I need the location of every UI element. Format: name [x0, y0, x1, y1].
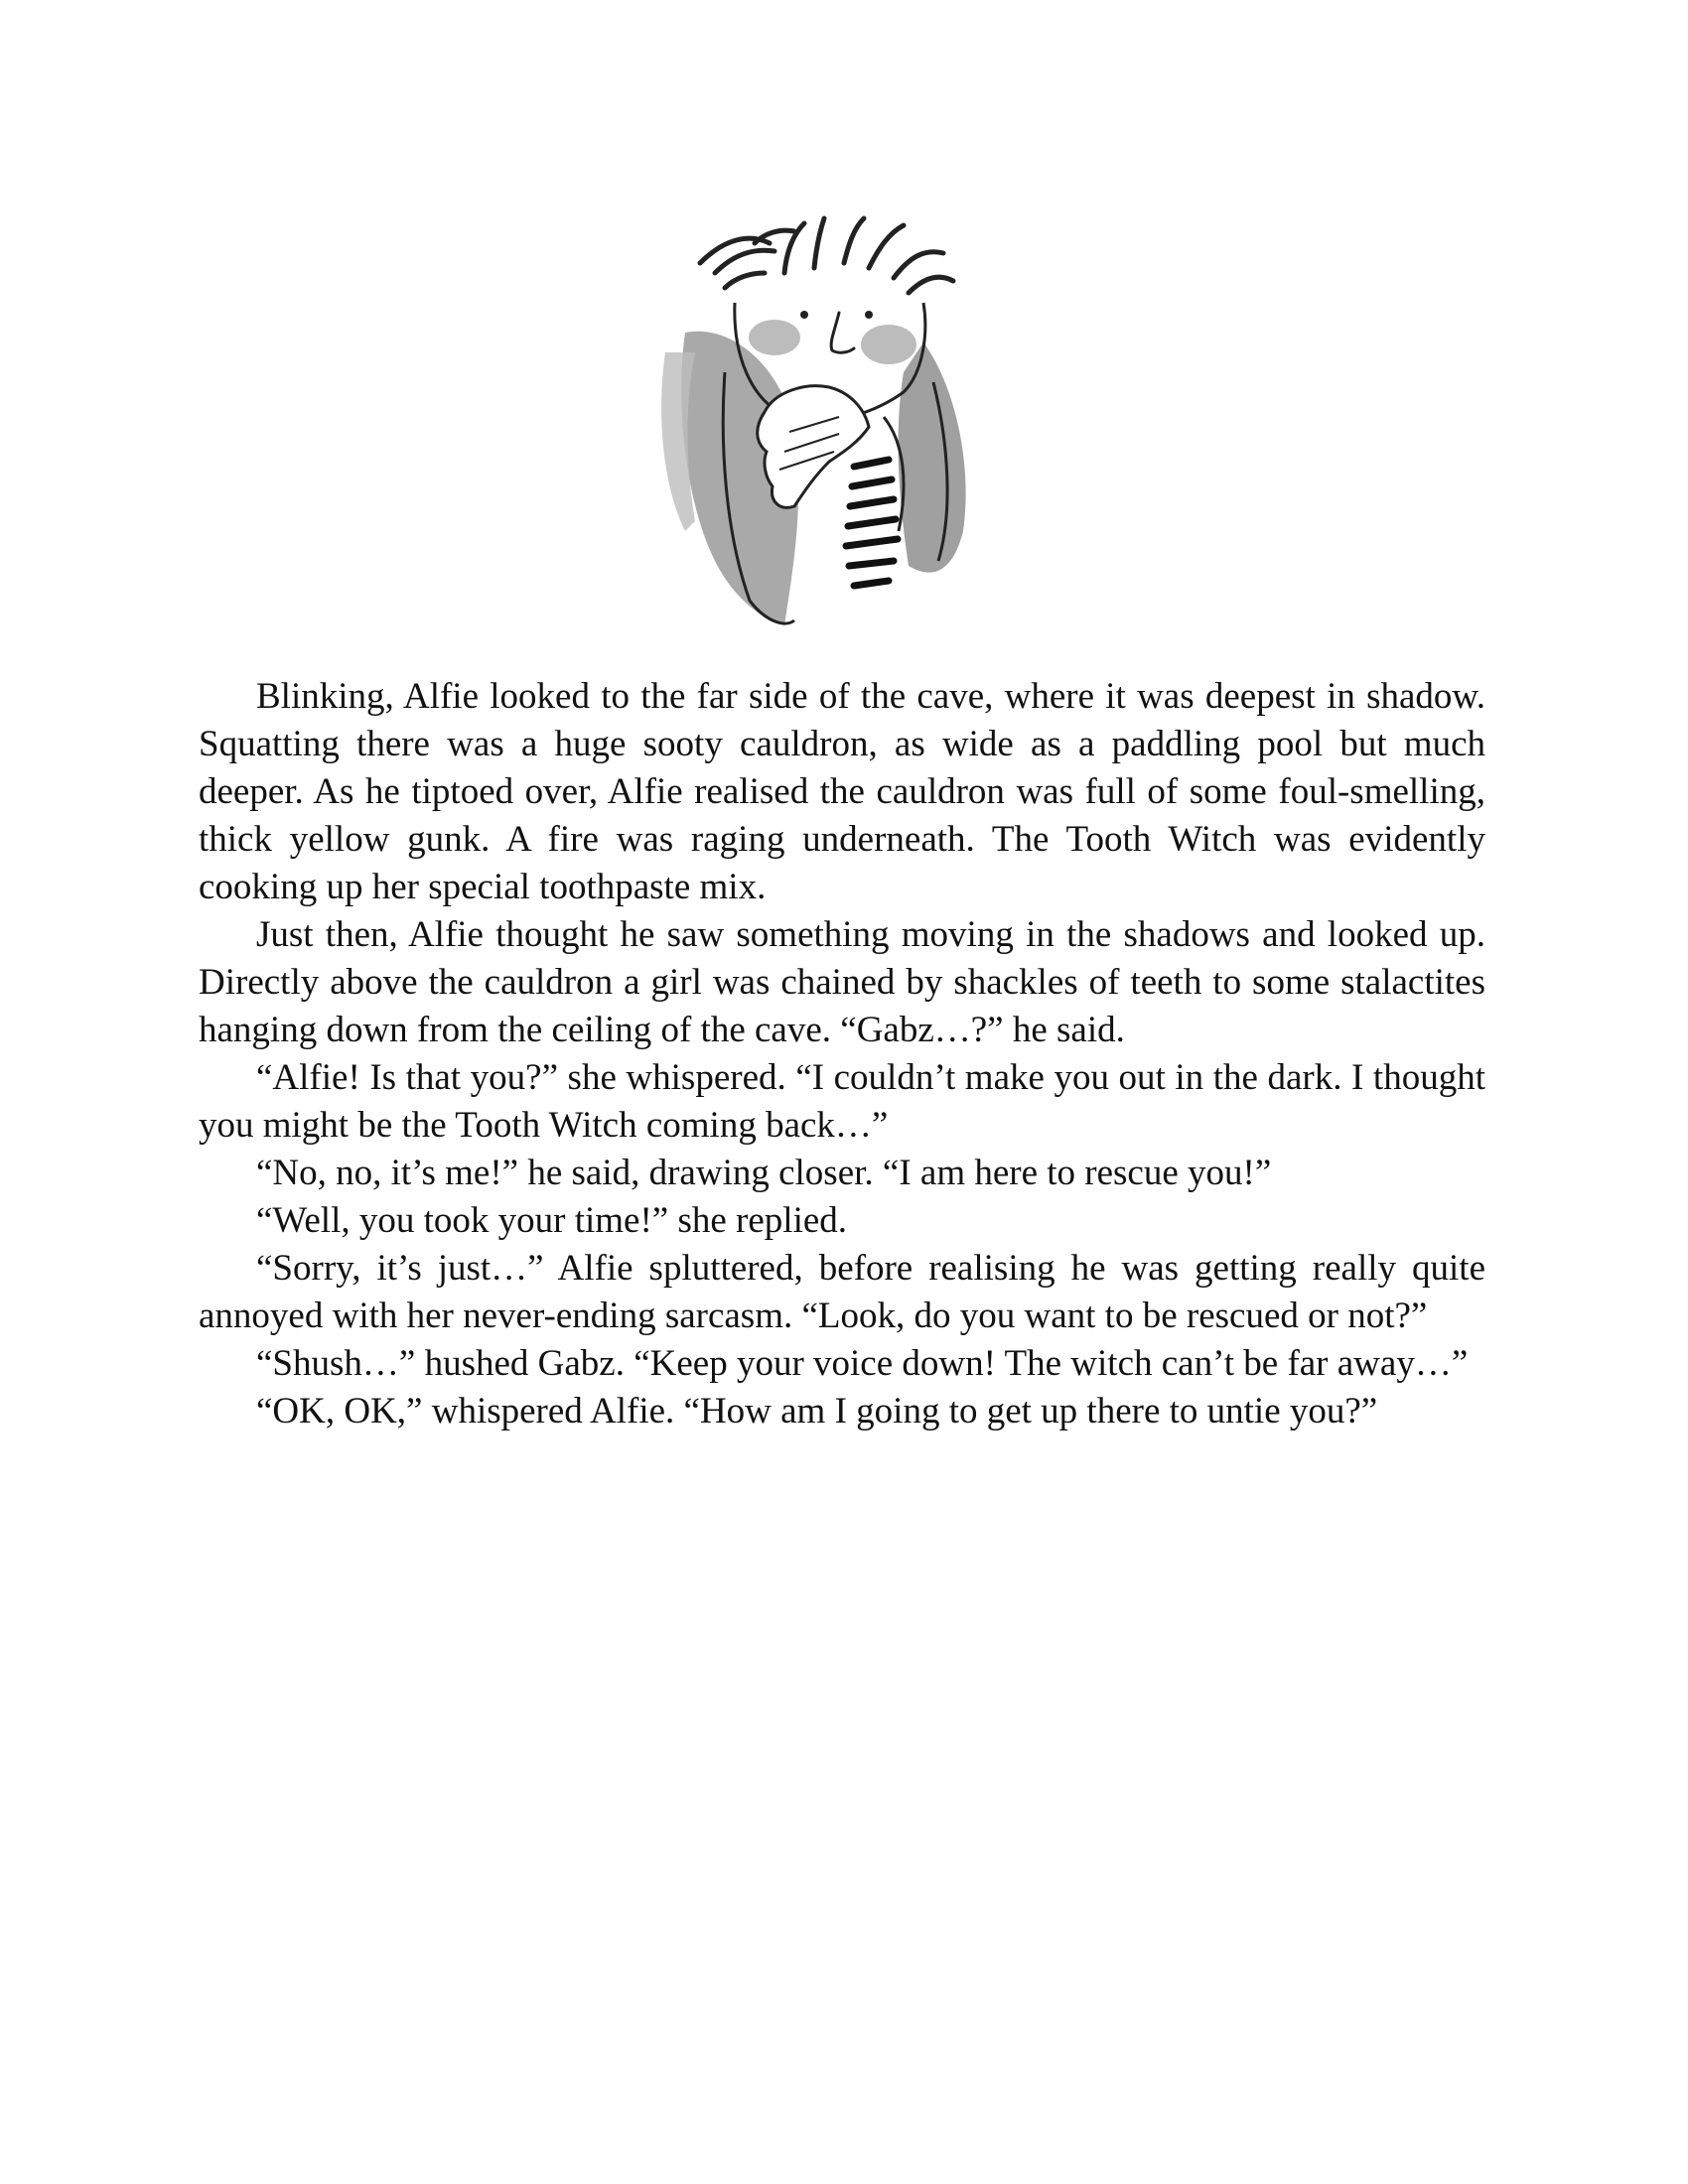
- paragraph: Blinking, Alfie looked to the far side of the cave, where it was deepest in shadow. Squatting there was a huge sooty cauldron, as wide as a paddling pool but much deeper. As he tiptoed over, Alfie realised the cauldron was full of some foul-smelling, thick yellow gunk. A fire was raging underneath. The Tooth Witch was evidently cooking up her special toothpaste mix.: [199, 676, 1485, 907]
- paragraph: “Shush…” hushed Gabz. “Keep your voice down! The witch can’t be far away…”: [256, 1343, 1469, 1384]
- paragraph: Just then, Alfie thought he saw something moving in the shadows and looked up. Directly above the cauldron a girl was chained by shackles of teeth to some stalactites hanging down from the ceiling of the cave. “Gabz…?” he said.: [199, 914, 1485, 1050]
- girl-covering-mouth-illustration: [655, 204, 1033, 630]
- paragraph: “Sorry, it’s just…” Alfie spluttered, before realising he was getting really quite annoyed with her never-ending sarcasm. “Look, do you want to be rescued or not?”: [199, 1248, 1485, 1336]
- story-text: [199, 673, 1485, 1435]
- paragraph: “OK, OK,” whispered Alfie. “How am I going to get up there to untie you?”: [256, 1391, 1378, 1432]
- paragraph: “Well, you took your time!” she replied.: [256, 1200, 848, 1241]
- paragraph: “Alfie! Is that you?” she whispered. “I couldn’t make you out in the dark. I thought you might be the Tooth Witch coming back…”: [199, 1057, 1485, 1146]
- paragraph: “No, no, it’s me!” he said, drawing closer. “I am here to rescue you!”: [256, 1153, 1272, 1193]
